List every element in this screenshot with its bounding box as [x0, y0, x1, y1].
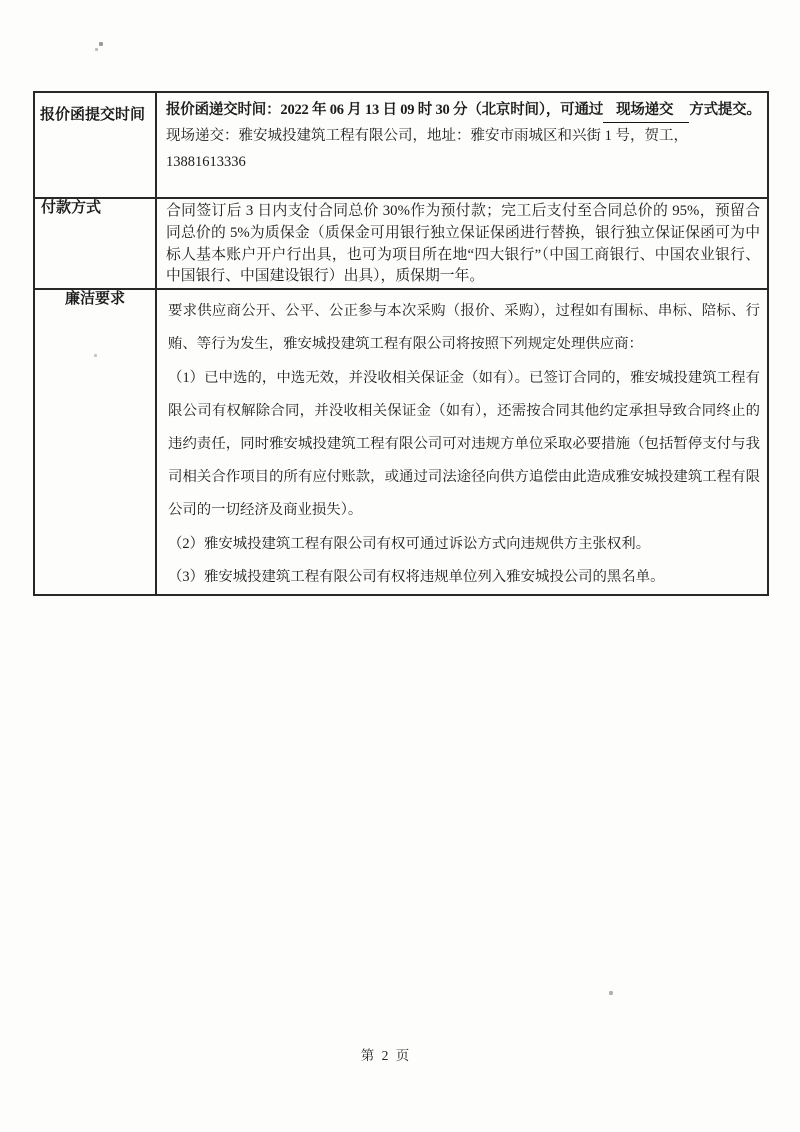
submission-method-suffix: 方式提交。 [689, 102, 761, 118]
payment-method-content: 合同签订后 3 日内支付合同总价 30%作为预付款；完工后支付至合同总价的 95%，预留合同总价的 5%为质保金（质保金可用银行独立保证保函进行替换，银行独立保证保函可为中标人基本账户开户行出具，也可为项目所在地“四大银行”（中国工商银行、中国农业银行、中国银行、中国建设银行）出具），质保期一年。 [156, 198, 768, 289]
scan-speck [95, 48, 98, 51]
row-label-integrity-requirements [34, 289, 156, 595]
onsite-delivery-line: 现场递交：雅安城投建筑工程有限公司，地址：雅安市雨城区和兴街 1 号，贺工，13881613336 [166, 128, 688, 170]
delivery-method-value: 现场递交 [603, 100, 689, 123]
table-row-quotation-submission [34, 92, 768, 198]
submission-time-line [166, 97, 762, 123]
tender-info-table [33, 91, 769, 596]
row-label-text: 廉洁要求 [64, 291, 125, 308]
table-row-integrity-requirements [34, 289, 768, 595]
quotation-submission-content [156, 92, 768, 198]
integrity-paragraph: （2）雅安城投建筑工程有限公司有权可通过诉讼方式向违规供方主张权利。 [168, 535, 651, 552]
integrity-requirements-content [156, 289, 768, 595]
integrity-paragraph: （3）雅安城投建筑工程有限公司有权将违规单位列入雅安城投公司的黑名单。 [168, 568, 665, 585]
page-number: 第 2 页 [360, 1048, 412, 1063]
integrity-paragraph: 要求供应商公开、公平、公正参与本次采购（报价、采购），过程如有围标、串标、陪标、行贿、等行为发生，雅安城投建筑工程有限公司将按照下列规定处理供应商： [168, 303, 760, 353]
integrity-paragraph: （1）已中选的，中选无效，并没收相关保证金（如有）。已签订合同的，雅安城投建筑工程有限公司有权解除合同，并没收相关保证金（如有），还需按合同其他约定承担导致合同终止的违约责任，同时雅安城投建筑工程有限公司可对违规方单位采取必要措施（包括暂停支付与我司相关合作项目的所有应付账款，或通过司法途径向供方追偿由此造成雅安城投建筑工程有限公司的一切经济及商业损失）。 [168, 369, 760, 519]
scan-speck [609, 991, 613, 995]
row-label-payment-method [34, 198, 156, 289]
scan-speck [99, 42, 103, 46]
row-label-text: 付款方式 [41, 200, 102, 216]
table-row-payment-method [34, 198, 768, 289]
row-label-text: 报价函提交时间 [40, 107, 146, 123]
submission-time-text: 报价函递交时间：2022 年 06 月 13 日 09 时 30 分（北京时间），可通过 [166, 102, 604, 118]
row-label-quotation-submission-time [34, 92, 156, 198]
